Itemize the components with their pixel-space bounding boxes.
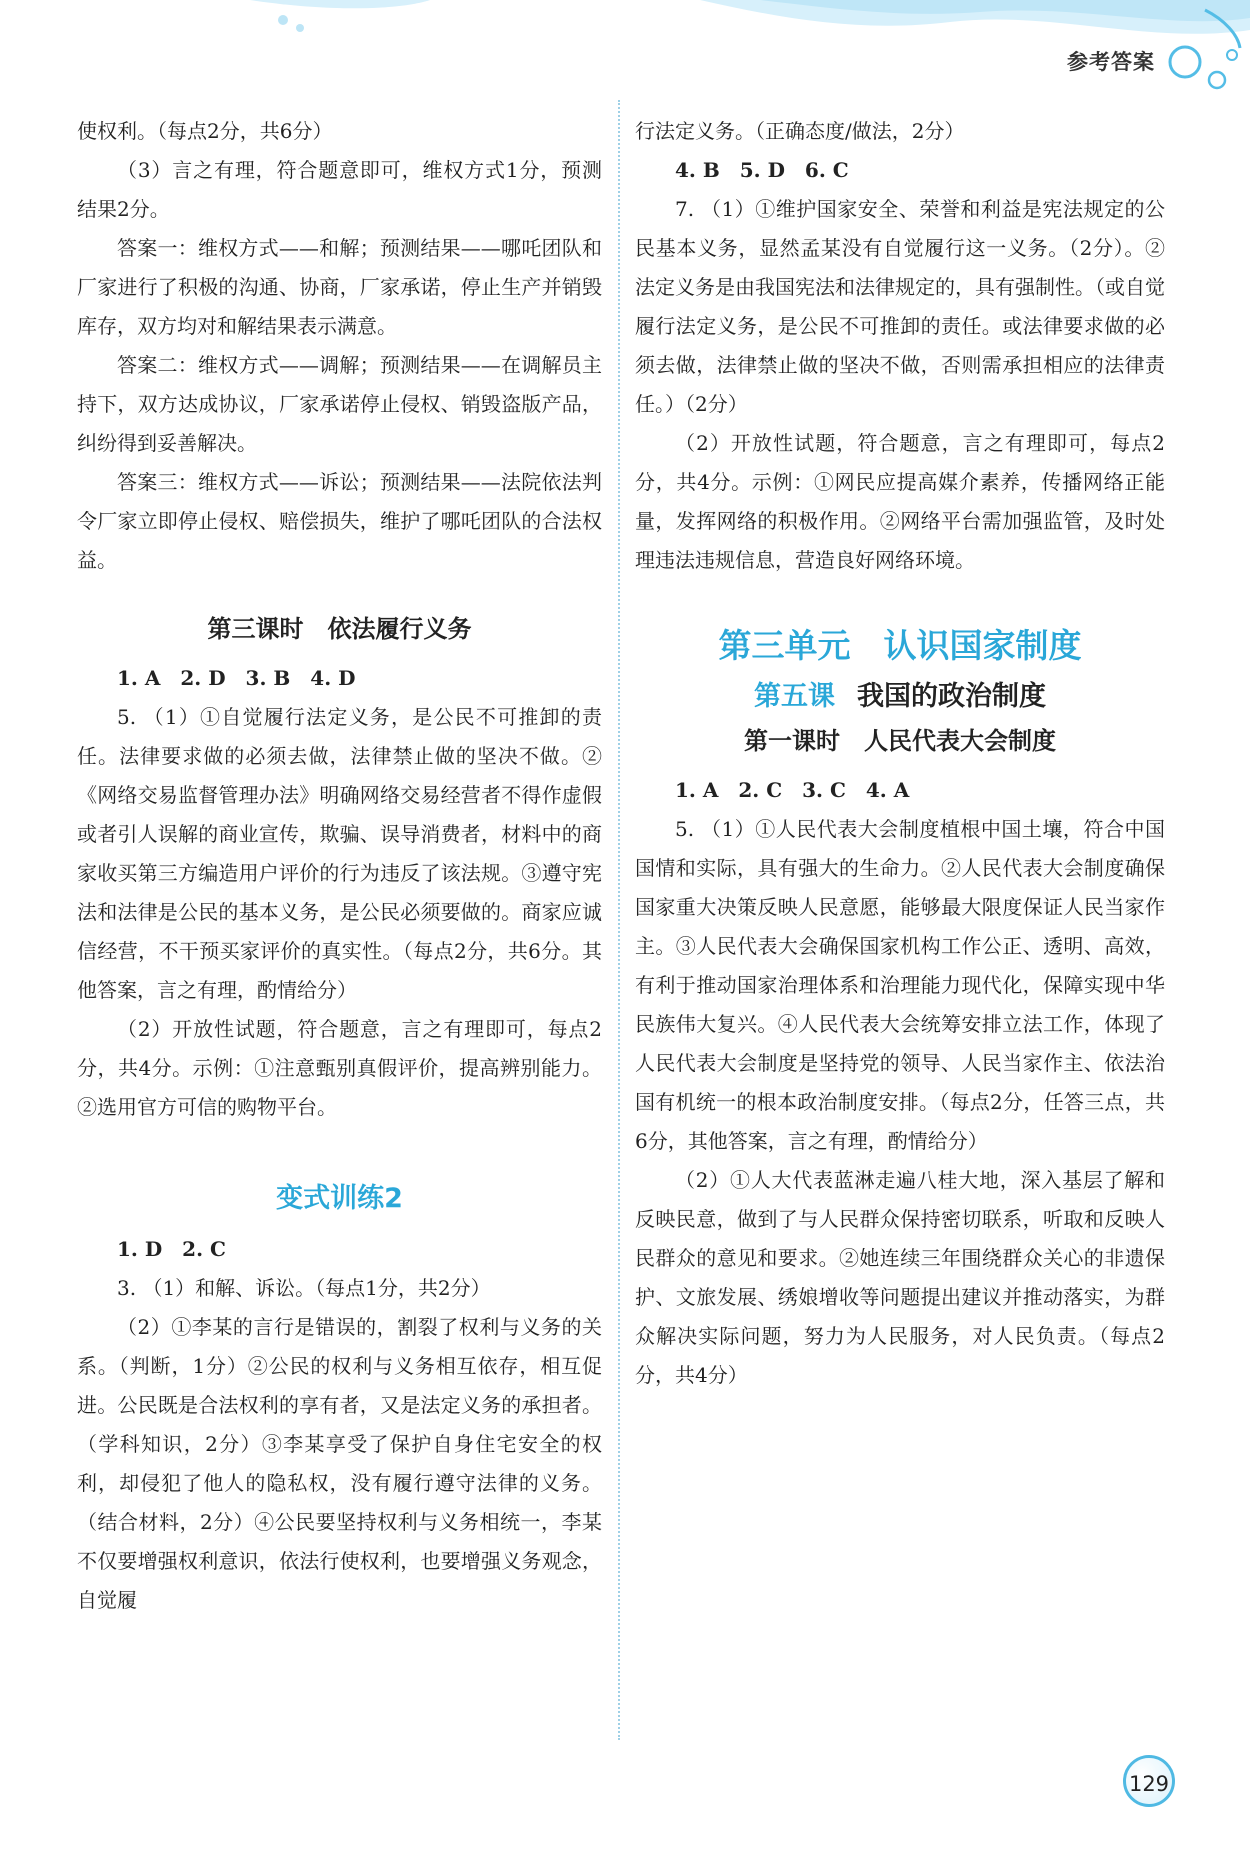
answer-paragraph: 5. （1）①自觉履行法定义务，是公民不可推卸的责任。法律要求做的必须去做，法律禁止做的坚决不做。②《网络交易监督管理办法》明确网络交易经营者不得作虚假或者引人误解的商业宣传，欺骗、误导消费者，材料中的商家收买第三方编造用户评价的行为违反了该法规。③遵守宪法和法律是公民的基本义务，是公民必须要做的。商家应诚信经营，不干预买家评价的真实性。（每点2分，共6分。其他答案，言之有理，酌情给分） [77, 705, 602, 1002]
course-title: 我国的政治制度 [857, 681, 1046, 712]
answer-paragraph: （2）开放性试题，符合题意，言之有理即可，每点2分，共4分。示例：①网民应提高媒介素养，传播网络正能量，发挥网络的积极作用。②网络平台需加强监管，及时处理违法违规信息，营造良好网络环境。 [635, 431, 1165, 572]
variant-heading: 变式训练2 [276, 1183, 403, 1214]
unit-heading: 第三单元 认识国家制度 [718, 626, 1082, 665]
header-label: 参考答案 [1067, 50, 1155, 74]
answer-choices: 1. A 2. C 3. C 4. A [675, 778, 910, 802]
lesson-heading: 第三课时 依法履行义务 [207, 615, 472, 643]
answer-paragraph: 5. （1）①人民代表大会制度植根中国土壤，符合中国国情和实际，具有强大的生命力。②人民代表大会制度确保国家重大决策反映人民意愿，能够最大限度保证人民当家作主。③人民代表大会确保国家机构工作公正、透明、高效，有利于推动国家治理体系和治理能力现代化，保障实现中华民族伟大复兴。④人民代表大会统筹安排立法工作，体现了人民代表大会制度是坚持党的领导、人民当家作主、依法治国有机统一的根本政治制度安排。（每点2分，任答三点，共6分，其他答案，言之有理，酌情给分） [635, 817, 1165, 1153]
answer-choices: 4. B 5. D 6. C [675, 158, 849, 182]
lesson-heading: 第一课时 人民代表大会制度 [744, 727, 1056, 755]
course-label: 第五课 [754, 681, 835, 712]
right-column [635, 112, 1165, 1395]
answer-paragraph: （2）①李某的言行是错误的，割裂了权利与义务的关系。（判断，1分）②公民的权利与义务相互依存，相互促进。公民既是合法权利的享有者，又是法定义务的承担者。（学科知识，2分）③李某享受了保护自身住宅安全的权利，却侵犯了他人的隐私权，没有履行遵守法律的义务。（结合材料，2分）④公民要坚持权利与义务相统一，李某不仅要增强权利意识，依法行使权利，也要增强义务观念，自觉履 [77, 1315, 602, 1612]
answer-paragraph: 3. （1）和解、诉讼。（每点1分，共2分） [117, 1276, 491, 1300]
course-heading [635, 677, 1165, 716]
answer-paragraph: （2）开放性试题，符合题意，言之有理即可，每点2分，共4分。示例：①注意甄别真假评价，提高辨别能力。②选用官方可信的购物平台。 [77, 1017, 602, 1119]
page-number: 129 [1123, 1755, 1175, 1807]
answer-paragraph: （2）①人大代表蓝淋走遍八桂大地，深入基层了解和反映民意，做到了与人民群众保持密切联系，听取和反映人民群众的意见和要求。②她连续三年围绕群众关心的非遗保护、文旅发展、绣娘增收等问题提出建议并推动落实，为群众解决实际问题，努力为人民服务，对人民负责。（每点2分，共4分） [635, 1168, 1165, 1387]
column-divider [618, 100, 620, 1740]
answer-paragraph: 答案三：维权方式——诉讼；预测结果——法院依法判令厂家立即停止侵权、赔偿损失，维护了哪吒团队的合法权益。 [77, 470, 602, 572]
wave-bubble-icon [0, 0, 1250, 95]
answer-paragraph: 答案一：维权方式——和解；预测结果——哪吒团队和厂家进行了积极的沟通、协商，厂家承诺，停止生产并销毁库存，双方均对和解结果表示满意。 [77, 236, 602, 338]
answer-choices: 1. A 2. D 3. B 4. D [117, 666, 356, 690]
answer-paragraph: 7. （1）①维护国家安全、荣誉和利益是宪法规定的公民基本义务，显然孟某没有自觉履行这一义务。（2分）。②法定义务是由我国宪法和法律规定的，具有强制性。（或自觉履行法定义务，是公民不可推卸的责任。或法律要求做的必须去做，法律禁止做的坚决不做，否则需承担相应的法律责任。）（2分） [635, 197, 1165, 416]
answer-choices: 1. D 2. C [117, 1237, 226, 1261]
answer-paragraph: 答案二：维权方式——调解；预测结果——在调解员主持下，双方达成协议，厂家承诺停止侵权、销毁盗版产品，纠纷得到妥善解决。 [77, 353, 602, 455]
answer-paragraph: （3）言之有理，符合题意即可，维权方式1分，预测结果2分。 [77, 158, 602, 221]
answer-paragraph: 使权利。（每点2分，共6分） [77, 119, 333, 143]
left-column [77, 112, 602, 1620]
header-decoration [0, 0, 1250, 95]
answer-paragraph: 行法定义务。（正确态度/做法，2分） [635, 119, 965, 143]
